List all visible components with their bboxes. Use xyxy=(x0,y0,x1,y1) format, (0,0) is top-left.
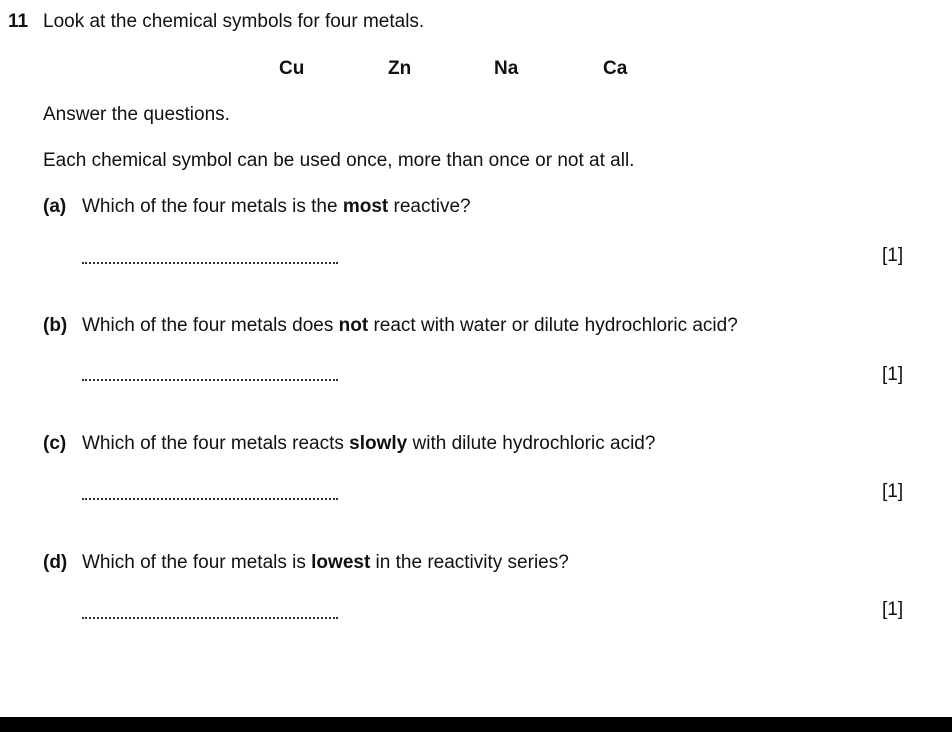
instruction-usage: Each chemical symbol can be used once, more than once or not at all. xyxy=(43,150,635,171)
part-b-marks: [1] xyxy=(882,364,904,385)
part-c-text-after: with dilute hydrochloric acid? xyxy=(407,433,656,454)
question-number: 11 xyxy=(8,11,29,32)
part-b-text-after: react with water or dilute hydrochloric acid? xyxy=(368,315,738,336)
instruction-answer: Answer the questions. xyxy=(43,104,230,125)
part-b-label: (b) xyxy=(43,315,68,336)
part-a-marks: [1] xyxy=(882,245,904,266)
bottom-black-bar xyxy=(0,717,952,732)
part-b-question xyxy=(82,315,738,337)
symbol-na: Na xyxy=(494,58,519,79)
part-a-answer-line[interactable] xyxy=(82,262,338,264)
part-a-text-before: Which of the four metals is the xyxy=(82,196,343,217)
part-c-label: (c) xyxy=(43,433,67,454)
part-d-emphasis: lowest xyxy=(311,552,371,573)
part-c-marks: [1] xyxy=(882,481,904,502)
part-d-label: (d) xyxy=(43,552,68,573)
part-d-text-before: Which of the four metals is xyxy=(82,552,312,573)
part-c-answer-line[interactable] xyxy=(82,498,338,500)
part-d-answer-line[interactable] xyxy=(82,617,338,619)
part-b-answer-line[interactable] xyxy=(82,379,338,381)
part-a-emphasis: most xyxy=(342,196,389,217)
symbol-zn: Zn xyxy=(388,58,412,79)
part-a-question xyxy=(82,196,471,218)
part-a-label: (a) xyxy=(43,196,67,217)
symbol-ca: Ca xyxy=(603,58,628,79)
question-stem: Look at the chemical symbols for four metals. xyxy=(43,11,425,32)
part-a-text-after: reactive? xyxy=(388,196,471,217)
part-c-question xyxy=(82,433,655,455)
part-b-emphasis: not xyxy=(338,315,369,336)
part-c-text-before: Which of the four metals reacts xyxy=(82,433,350,454)
part-d-text-after: in the reactivity series? xyxy=(370,552,569,573)
part-b-text-before: Which of the four metals does xyxy=(82,315,339,336)
part-d-marks: [1] xyxy=(882,599,904,620)
symbol-cu: Cu xyxy=(279,58,305,79)
part-c-emphasis: slowly xyxy=(349,433,408,454)
part-d-question xyxy=(82,552,569,574)
